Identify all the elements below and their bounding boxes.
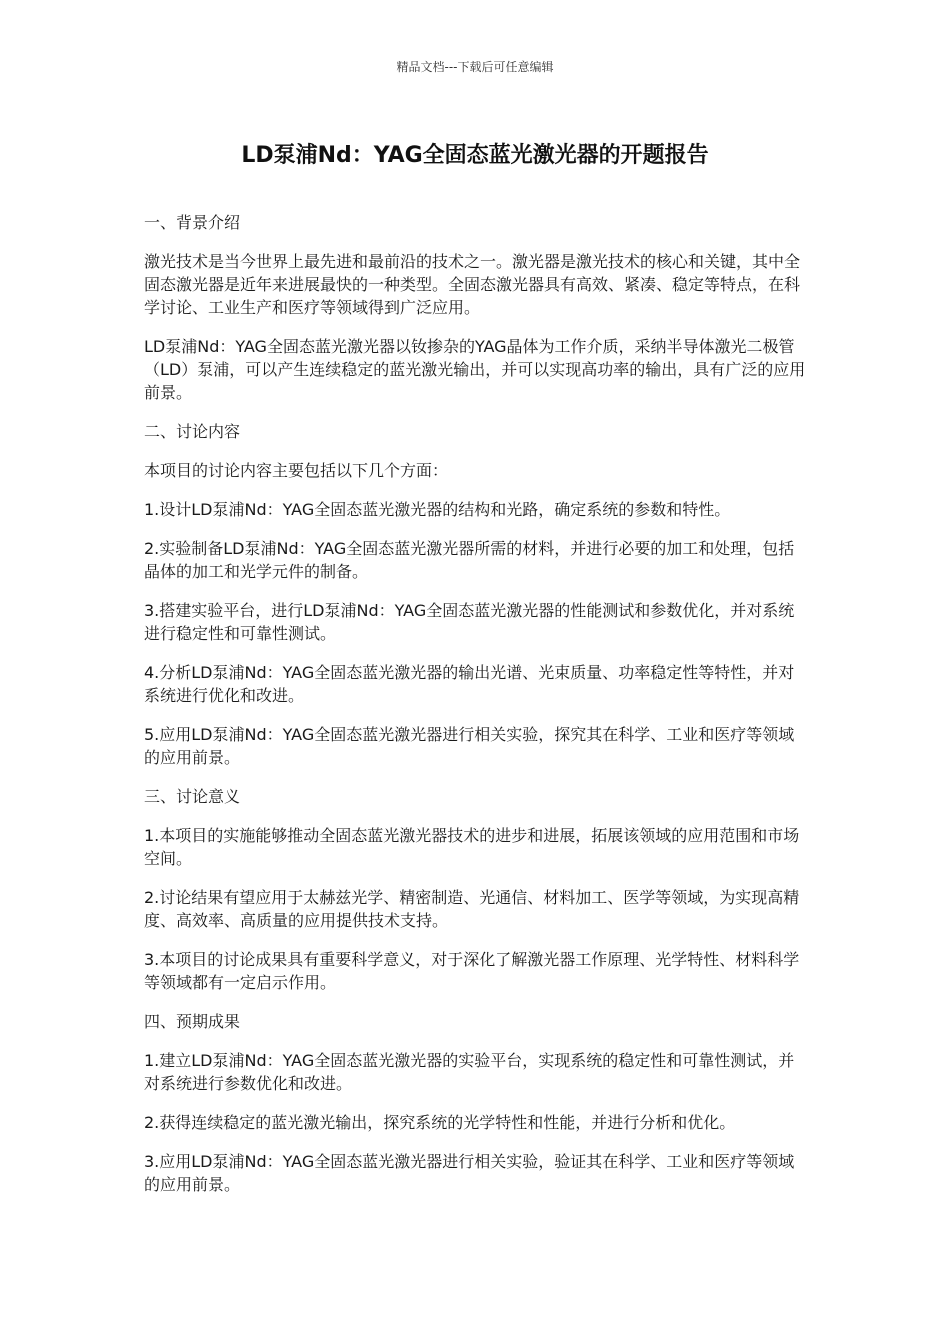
list-item: 2.获得连续稳定的蓝光激光输出，探究系统的光学特性和性能，并进行分析和优化。 — [144, 1113, 736, 1132]
section-heading-significance: 三、讨论意义 — [144, 787, 241, 806]
list-item: 5.应用LD泵浦Nd：YAG全固态蓝光激光器进行相关实验，探究其在科学、工业和医疗等领域的应用前景。 — [144, 725, 795, 767]
list-item: 1.本项目的实施能够推动全固态蓝光激光器技术的进步和进展，拓展该领域的应用范围和市场空间。 — [144, 826, 800, 868]
document-body — [144, 211, 806, 1212]
list-item: 2.实验制备LD泵浦Nd：YAG全固态蓝光激光器所需的材料，并进行必要的加工和处理，包括晶体的加工和光学元件的制备。 — [144, 539, 795, 581]
paragraph: 激光技术是当今世界上最先进和最前沿的技术之一。激光器是激光技术的核心和关键，其中全固态激光器是近年来进展最快的一种类型。全固态激光器具有高效、紧凑、稳定等特点，在科学讨论、工业生产和医疗等领域得到广泛应用。 — [144, 252, 801, 317]
running-header: 精品文档---下载后可任意编辑 — [396, 60, 554, 74]
list-item: 3.应用LD泵浦Nd：YAG全固态蓝光激光器进行相关实验，验证其在科学、工业和医疗等领域的应用前景。 — [144, 1152, 795, 1194]
section-heading-background: 一、背景介绍 — [144, 213, 241, 232]
section-heading-research-content: 二、讨论内容 — [144, 422, 241, 441]
document-title: LD泵浦Nd：YAG全固态蓝光激光器的开题报告 — [241, 143, 709, 168]
list-item: 2.讨论结果有望应用于太赫兹光学、精密制造、光通信、材料加工、医学等领域，为实现高精度、高效率、高质量的应用提供技术支持。 — [144, 888, 800, 930]
section-heading-expected-results: 四、预期成果 — [144, 1012, 241, 1031]
paragraph: 本项目的讨论内容主要包括以下几个方面： — [144, 461, 449, 480]
list-item: 4.分析LD泵浦Nd：YAG全固态蓝光激光器的输出光谱、光束质量、功率稳定性等特性，并对系统进行优化和改进。 — [144, 663, 795, 705]
list-item: 1.设计LD泵浦Nd：YAG全固态蓝光激光器的结构和光路，确定系统的参数和特性。 — [144, 500, 731, 519]
list-item: 3.搭建实验平台，进行LD泵浦Nd：YAG全固态蓝光激光器的性能测试和参数优化，并对系统进行稳定性和可靠性测试。 — [144, 601, 795, 643]
list-item: 1.建立LD泵浦Nd：YAG全固态蓝光激光器的实验平台，实现系统的稳定性和可靠性测试，并对系统进行参数优化和改进。 — [144, 1051, 795, 1093]
paragraph: LD泵浦Nd：YAG全固态蓝光激光器以钕掺杂的YAG晶体为工作介质，采纳半导体激光二极管（LD）泵浦，可以产生连续稳定的蓝光激光输出，并可以实现高功率的输出，具有广泛的应用前景。 — [144, 337, 806, 402]
list-item: 3.本项目的讨论成果具有重要科学意义，对于深化了解激光器工作原理、光学特性、材料科学等领域都有一定启示作用。 — [144, 950, 800, 992]
